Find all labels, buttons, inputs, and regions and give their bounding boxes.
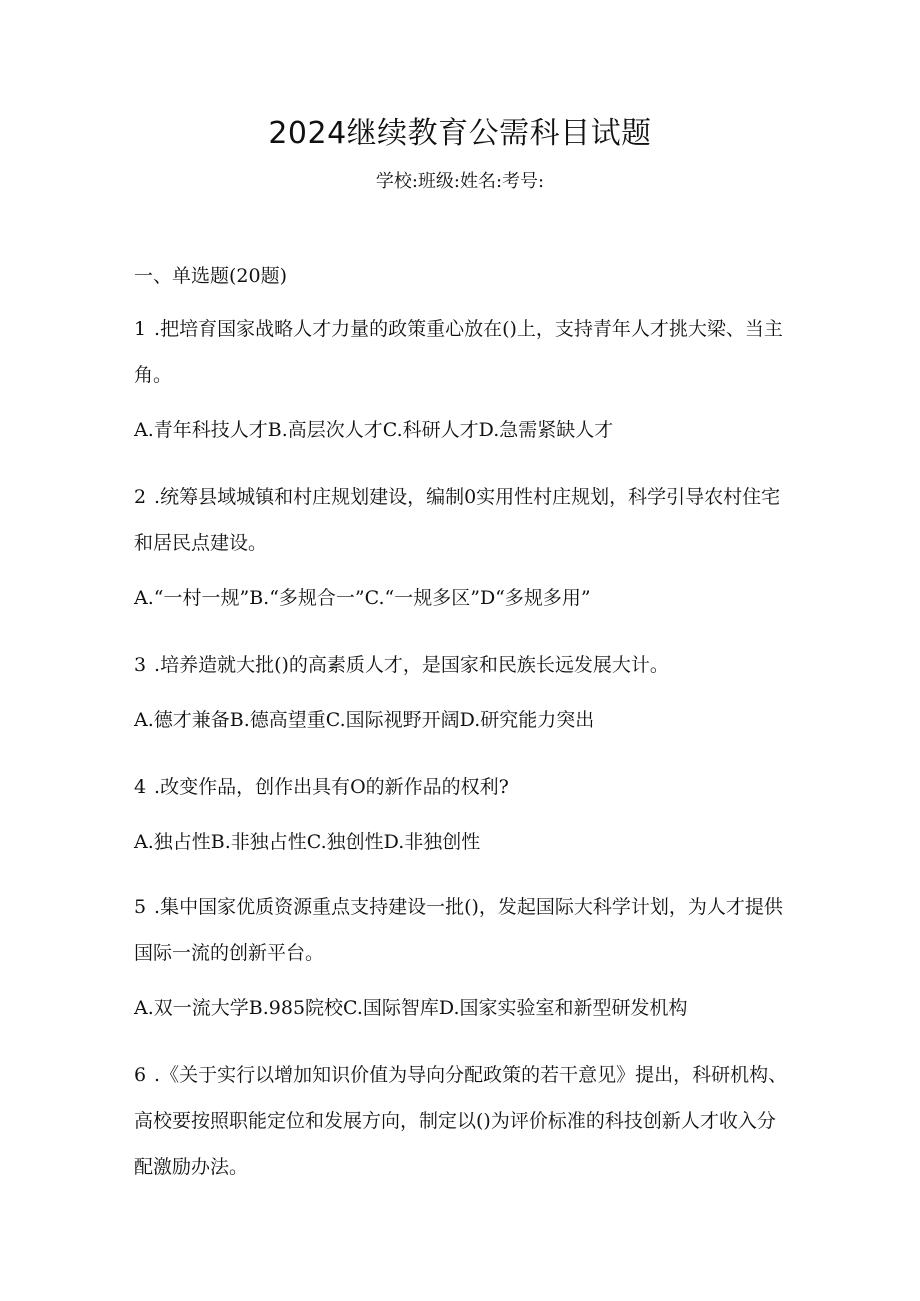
question-options: A.青年科技人才B.高层次人才C.科研人才D.急需紧缺人才: [134, 419, 614, 441]
question-2: [134, 474, 794, 612]
question-text: .把培育国家战略人才力量的政策重心放在()上，支持青年人才挑大梁、当主角。: [134, 318, 783, 386]
document-title: 2024继续教育公需科目试题: [268, 116, 652, 151]
question-text: .集中国家优质资源重点支持建设一批()，发起国际大科学计划，为人才提供国际一流的创新平台。: [134, 896, 783, 964]
question-number: 6: [134, 1064, 147, 1086]
question-6: [134, 1052, 794, 1190]
question-text: .培养造就大批()的高素质人才，是国家和民族长远发展大计。: [154, 654, 669, 676]
question-options: A.“一村一规”B.“多规合一”C.“一规多区”D“多规多用”: [134, 587, 591, 609]
question-number: 5: [134, 896, 147, 918]
question-text: .改变作品，创作出具有O的新作品的权利?: [154, 776, 509, 798]
question-number: 1: [134, 318, 147, 340]
question-number: 2: [134, 486, 147, 508]
question-stem: [134, 764, 794, 810]
question-stem: [134, 642, 794, 688]
question-options: A.独占性B.非独占性C.独创性D.非独创性: [134, 831, 481, 853]
question-number: 4: [134, 776, 147, 798]
question-stem: [134, 1052, 794, 1190]
student-info-line: 学校:班级:姓名:考号:: [375, 171, 545, 192]
question-stem: [134, 306, 794, 398]
section-heading: 一、单选题(20题): [134, 265, 288, 287]
question-text: .统筹县域城镇和村庄规划建设，编制0实用性村庄规划，科学引导农村住宅和居民点建设。: [134, 486, 781, 554]
question-3: [134, 642, 794, 734]
question-stem: [134, 884, 794, 976]
question-5: [134, 884, 794, 1022]
question-text: .《关于实行以增加知识价值为导向分配政策的若干意见》提出，科研机构、高校要按照职能定位和发展方向，制定以()为评价标准的科技创新人才收入分配激励办法。: [134, 1064, 788, 1178]
question-options: A.双一流大学B.985院校C.国际智库D.国家实验室和新型研发机构: [134, 997, 688, 1019]
question-stem: [134, 474, 794, 566]
question-number: 3: [134, 654, 147, 676]
question-4: [134, 764, 794, 856]
question-1: [134, 306, 794, 444]
question-options: A.德才兼备B.德高望重C.国际视野开阔D.研究能力突出: [134, 709, 595, 731]
